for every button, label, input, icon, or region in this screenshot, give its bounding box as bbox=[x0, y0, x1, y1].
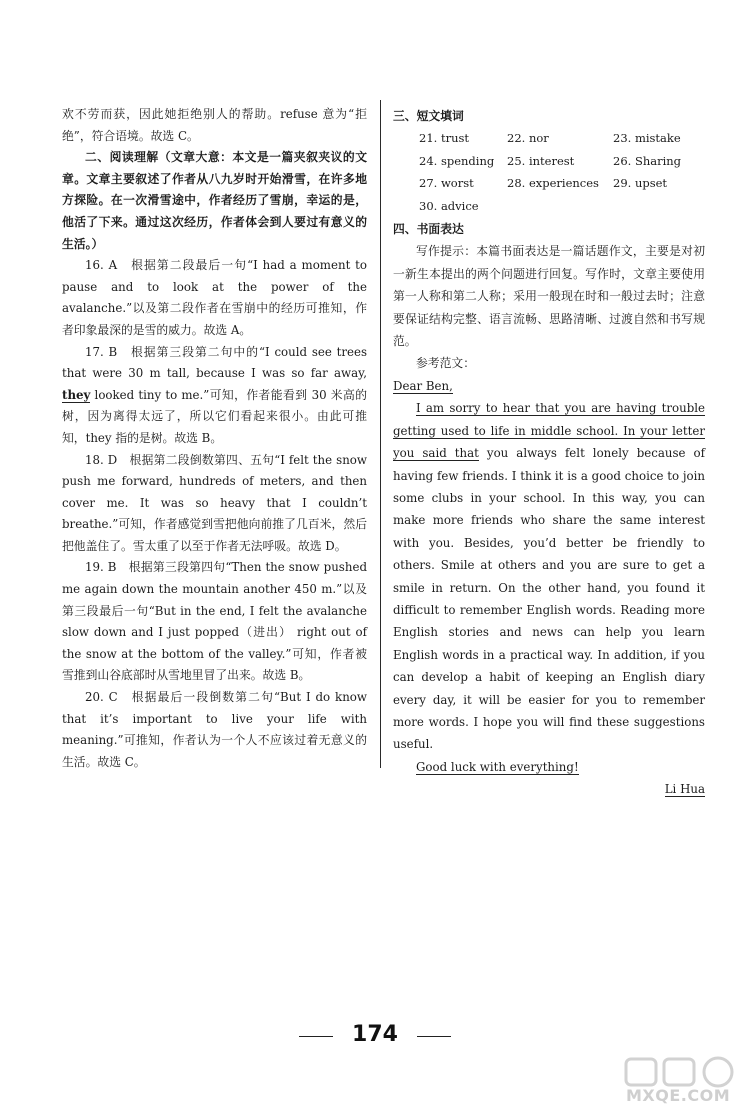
answer-22: 22. nor bbox=[507, 131, 549, 146]
closing-text: Good luck with everything! bbox=[416, 759, 579, 774]
watermark-url: MXQE.COM bbox=[626, 1086, 731, 1105]
footer-dash-right bbox=[417, 1036, 451, 1037]
reading-answer-continuation: 欢不劳而获，因此她拒绝别人的帮助。refuse 意为“拒绝”，符合语境。故选 C。 bbox=[62, 107, 367, 143]
answer-20: 20. C 根据最后一段倒数第二句“But I do know that it’s important to live your life with meaning.”可推知，作者认为一个人不应该过着无意义的生活。故选 C。 bbox=[62, 690, 367, 769]
column-divider bbox=[380, 100, 381, 768]
answer-17-part1: 17. B 根据第三段第二句中的“I could see trees that were 30 m tall, because I was so far away, bbox=[62, 344, 367, 381]
answer-17-keyword: they bbox=[62, 387, 91, 402]
answer-23: 23. mistake bbox=[613, 131, 681, 146]
footer-dash-left bbox=[299, 1036, 333, 1037]
reading-section-title: 二、阅读理解（文章大意：本文是一篇夹叙夹议的文章。文章主要叙述了作者从八九岁时开始滑雪，在许多地方探险。在一次滑雪途中，作者经历了雪崩，幸运的是，他活了下来。通过这次经历，作者体会到人要过有意义的生活。） bbox=[62, 150, 367, 251]
page-footer bbox=[0, 1022, 750, 1047]
cloze-section-title: 三、短文填词 bbox=[393, 109, 464, 123]
answer-30: 30. advice bbox=[419, 198, 479, 213]
letter-closing bbox=[393, 756, 705, 778]
answer-29: 29. upset bbox=[613, 176, 668, 191]
answer-21: 21. trust bbox=[419, 131, 469, 146]
answer-26: 26. Sharing bbox=[613, 153, 682, 168]
page-number: 174 bbox=[352, 1022, 398, 1047]
letter-body-rest: you always felt lonely because of having few friends. I think it is a good choice to join some clubs in your school. In this way, you can make more friends who share the same interest with you. Besides, you’d better be friendly to others. Smile at others and you are sure to get a smile in return. On the other hand, you found it difficult to remember English words. Reading more English stories and news can help you learn English words in a practical way. In addition, if you can develop a habit of keeping an English diary every day, it will be easier for you to remember more words. I hope you will find these suggestions useful. bbox=[393, 446, 705, 752]
signature-text: Li Hua bbox=[664, 782, 705, 797]
writing-hint: 写作提示：本篇书面表达是一篇话题作文，主要是对初一新生本提出的两个问题进行回复。写作时，文章主要使用第一人称和第二人称；采用一般现在时和一般过去时；注意要保证结构完整、语言流畅、思路清晰、过渡自然和书写规范。 bbox=[393, 244, 705, 349]
answer-17-part2: looked tiny to me.”可知，作者能看到 30 米高的树，因为离得太远了，所以它们看起来很小。由此可推知，they 指的是树。故选 B。 bbox=[62, 387, 367, 445]
right-column bbox=[393, 104, 705, 801]
letter-body-underlined: I am sorry to hear that you are having trouble getting used to life in middle school. In your letter you said that bbox=[393, 401, 705, 461]
reference-label: 参考范文： bbox=[416, 356, 475, 371]
letter-greeting bbox=[393, 375, 705, 397]
letter-body bbox=[393, 397, 705, 756]
greeting-text: Dear Ben, bbox=[393, 378, 453, 393]
answer-24: 24. spending bbox=[419, 153, 495, 168]
writing-section-title: 四、书面表达 bbox=[393, 222, 464, 237]
letter-signature bbox=[393, 778, 705, 800]
answer-27: 27. worst bbox=[419, 176, 474, 191]
answer-16: 16. A 根据第二段最后一句“I had a moment to pause and to look at the power of the avalanche.”以及第二段作者在雪崩中的经历可推知，作者印象最深的是雪的威力。故选 A。 bbox=[62, 258, 367, 337]
answer-18: 18. D 根据第二段倒数第四、五句“I felt the snow push me forward, hundreds of meters, and then cover me. It was so heavy that I couldn’t breathe.”可知，作者感觉到雪把他向前推了几百米，然后把他盖住了。雪太重了以至于作者无法呼吸。故选 D。 bbox=[62, 452, 367, 553]
answer-19: 19. B 根据第三段第四句“Then the snow pushed me again down the mountain another 450 m.”以及第三段最后一句“But in the end, I felt the avalanche slow down and I just popped（进出） right out of the snow at the bottom of the valley.”可知，作者被雪推到山谷底部时从雪地里冒了出来。故选 B。 bbox=[62, 560, 367, 683]
cloze-answer-grid bbox=[393, 127, 705, 194]
left-column bbox=[62, 104, 367, 773]
answer-28: 28. experiences bbox=[507, 176, 599, 191]
answer-25: 25. interest bbox=[507, 153, 575, 168]
answer-17 bbox=[62, 342, 367, 450]
